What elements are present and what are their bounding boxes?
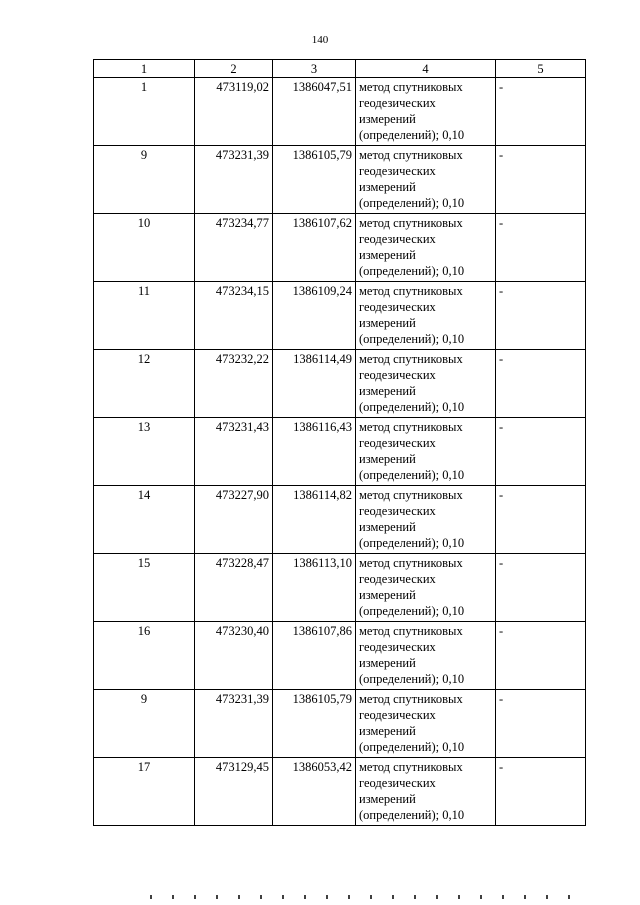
point-number-cell: 16 xyxy=(94,622,195,690)
y-coordinate-cell: 1386107,86 xyxy=(273,622,356,690)
page-number: 140 xyxy=(311,34,329,46)
table-row xyxy=(94,554,586,622)
note-cell: - xyxy=(496,418,586,486)
point-number-cell: 15 xyxy=(94,554,195,622)
table-row xyxy=(94,146,586,214)
point-number-cell: 1 xyxy=(94,78,195,146)
x-coordinate-cell: 473119,02 xyxy=(195,78,273,146)
x-coordinate-cell: 473228,47 xyxy=(195,554,273,622)
y-coordinate-cell: 1386109,24 xyxy=(273,282,356,350)
note-cell: - xyxy=(496,282,586,350)
table-row xyxy=(94,418,586,486)
table-row xyxy=(94,214,586,282)
method-cell: метод спутниковых геодезических измерений (определений); 0,10 xyxy=(356,758,496,826)
method-cell: метод спутниковых геодезических измерений (определений); 0,10 xyxy=(356,554,496,622)
note-cell: - xyxy=(496,214,586,282)
x-coordinate-cell: 473234,77 xyxy=(195,214,273,282)
note-cell: - xyxy=(496,486,586,554)
method-cell: метод спутниковых геодезических измерений (определений); 0,10 xyxy=(356,418,496,486)
y-coordinate-cell: 1386116,43 xyxy=(273,418,356,486)
point-number-cell: 17 xyxy=(94,758,195,826)
note-cell: - xyxy=(496,758,586,826)
note-cell: - xyxy=(496,146,586,214)
y-coordinate-cell: 1386114,49 xyxy=(273,350,356,418)
point-number-cell: 12 xyxy=(94,350,195,418)
method-cell: метод спутниковых геодезических измерений (определений); 0,10 xyxy=(356,622,496,690)
x-coordinate-cell: 473234,15 xyxy=(195,282,273,350)
x-coordinate-cell: 473227,90 xyxy=(195,486,273,554)
y-coordinate-cell: 1386113,10 xyxy=(273,554,356,622)
column-header: 1 xyxy=(94,60,195,78)
method-cell: метод спутниковых геодезических измерений (определений); 0,10 xyxy=(356,214,496,282)
y-coordinate-cell: 1386114,82 xyxy=(273,486,356,554)
point-number-cell: 11 xyxy=(94,282,195,350)
y-coordinate-cell: 1386047,51 xyxy=(273,78,356,146)
x-coordinate-cell: 473230,40 xyxy=(195,622,273,690)
note-cell: - xyxy=(496,690,586,758)
table-row xyxy=(94,758,586,826)
x-coordinate-cell: 473231,39 xyxy=(195,146,273,214)
note-cell: - xyxy=(496,622,586,690)
table-row xyxy=(94,78,586,146)
y-coordinate-cell: 1386107,62 xyxy=(273,214,356,282)
coordinates-table xyxy=(93,59,586,826)
x-coordinate-cell: 473231,39 xyxy=(195,690,273,758)
note-cell: - xyxy=(496,554,586,622)
column-header: 3 xyxy=(273,60,356,78)
column-header: 4 xyxy=(356,60,496,78)
method-cell: метод спутниковых геодезических измерений (определений); 0,10 xyxy=(356,146,496,214)
x-coordinate-cell: 473129,45 xyxy=(195,758,273,826)
column-header: 2 xyxy=(195,60,273,78)
table-row xyxy=(94,486,586,554)
table-row xyxy=(94,690,586,758)
method-cell: метод спутниковых геодезических измерений (определений); 0,10 xyxy=(356,78,496,146)
point-number-cell: 14 xyxy=(94,486,195,554)
column-header: 5 xyxy=(496,60,586,78)
table-row xyxy=(94,350,586,418)
x-coordinate-cell: 473232,22 xyxy=(195,350,273,418)
method-cell: метод спутниковых геодезических измерений (определений); 0,10 xyxy=(356,282,496,350)
table-header-row xyxy=(94,60,586,78)
y-coordinate-cell: 1386053,42 xyxy=(273,758,356,826)
method-cell: метод спутниковых геодезических измерений (определений); 0,10 xyxy=(356,486,496,554)
table-row xyxy=(94,282,586,350)
note-cell: - xyxy=(496,78,586,146)
method-cell: метод спутниковых геодезических измерений (определений); 0,10 xyxy=(356,690,496,758)
x-coordinate-cell: 473231,43 xyxy=(195,418,273,486)
point-number-cell: 13 xyxy=(94,418,195,486)
table-row xyxy=(94,622,586,690)
cropped-text-fragment xyxy=(150,895,590,899)
y-coordinate-cell: 1386105,79 xyxy=(273,146,356,214)
point-number-cell: 9 xyxy=(94,690,195,758)
point-number-cell: 10 xyxy=(94,214,195,282)
point-number-cell: 9 xyxy=(94,146,195,214)
y-coordinate-cell: 1386105,79 xyxy=(273,690,356,758)
method-cell: метод спутниковых геодезических измерений (определений); 0,10 xyxy=(356,350,496,418)
note-cell: - xyxy=(496,350,586,418)
